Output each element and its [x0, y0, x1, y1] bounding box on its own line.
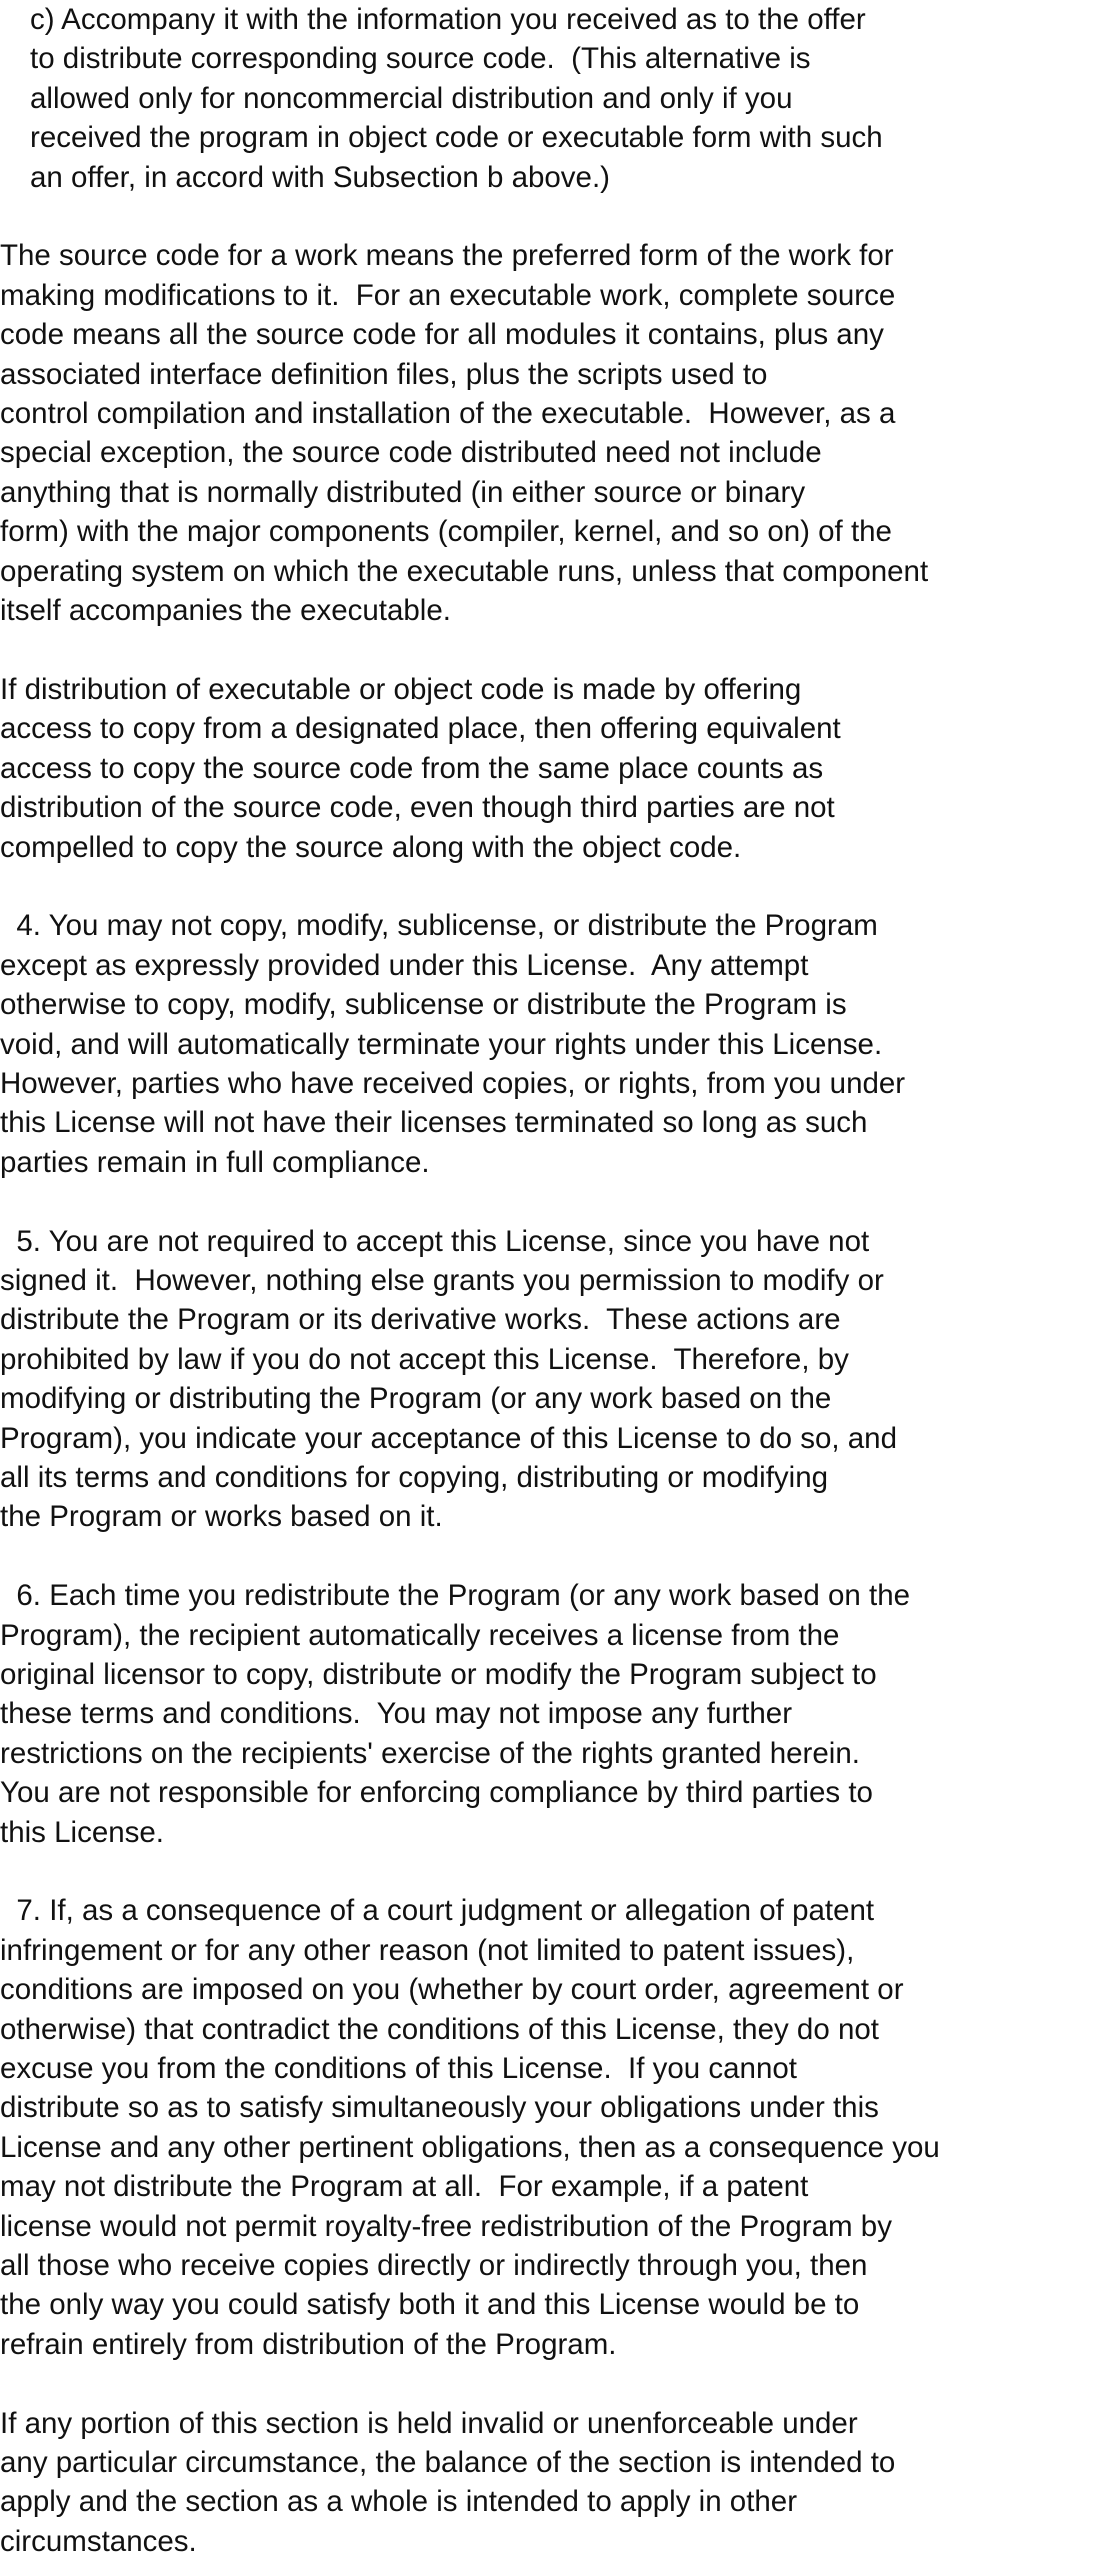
- text-line: license would not permit royalty-free redistribution of the Program by: [0, 2209, 892, 2243]
- text-line: access to copy from a designated place, then offering equivalent: [0, 712, 841, 746]
- text-line: 4. You may not copy, modify, sublicense, or distribute the Program: [0, 909, 878, 943]
- text-line: 7. If, as a consequence of a court judgment or allegation of patent: [0, 1894, 875, 1928]
- text-line: these terms and conditions. You may not impose any further: [0, 1697, 793, 1731]
- text-line: signed it. However, nothing else grants you permission to modify or: [0, 1263, 884, 1297]
- text-line: associated interface definition files, plus the scripts used to: [0, 357, 768, 391]
- paragraph-c: [0, 0, 1093, 197]
- text-line: otherwise) that contradict the conditions of this License, they do not: [0, 2012, 879, 2046]
- text-line: License and any other pertinent obligations, then as a consequence you: [0, 2130, 940, 2164]
- text-line: anything that is normally distributed (in either source or binary: [0, 475, 806, 509]
- paragraph-gap: [0, 197, 1093, 236]
- paragraph-invalid: [0, 2404, 1093, 2562]
- text-line: code means all the source code for all modules it contains, plus any: [0, 318, 884, 352]
- text-line: If distribution of executable or object code is made by offering: [0, 672, 802, 706]
- paragraph-gap: [0, 630, 1093, 669]
- text-line: infringement or for any other reason (not limited to patent issues),: [0, 1933, 855, 1967]
- paragraph-gap: [0, 1182, 1093, 1221]
- paragraph-gap: [0, 1852, 1093, 1891]
- section-6: [0, 1576, 1093, 1852]
- section-4: [0, 906, 1093, 1182]
- text-line: form) with the major components (compiler, kernel, and so on) of the: [0, 515, 892, 549]
- text-line: access to copy the source code from the same place counts as: [0, 751, 824, 785]
- text-line: special exception, the source code distributed need not include: [0, 436, 822, 470]
- text-line: any particular circumstance, the balance of the section is intended to: [0, 2446, 896, 2480]
- text-line: You are not responsible for enforcing compliance by third parties to: [0, 1776, 873, 1810]
- text-line: allowed only for noncommercial distribution and only if you: [30, 81, 793, 115]
- section-7: [0, 1891, 1093, 2364]
- section-5: [0, 1222, 1093, 1537]
- paragraph-gap: [0, 1537, 1093, 1576]
- text-line: the only way you could satisfy both it and this License would be to: [0, 2288, 860, 2322]
- text-line: itself accompanies the executable.: [0, 594, 451, 628]
- text-line: all those who receive copies directly or indirectly through you, then: [0, 2249, 868, 2283]
- text-line: apply and the section as a whole is intended to apply in other: [0, 2485, 798, 2519]
- text-line: 6. Each time you redistribute the Program (or any work based on the: [0, 1579, 911, 1613]
- text-line: distribution of the source code, even though third parties are not: [0, 791, 835, 825]
- text-line: distribute the Program or its derivative works. These actions are: [0, 1303, 841, 1337]
- text-line: operating system on which the executable runs, unless that component: [0, 554, 929, 588]
- text-line: control compilation and installation of the executable. However, as a: [0, 397, 896, 431]
- text-line: received the program in object code or executable form with such: [30, 121, 883, 155]
- paragraph-gap: [0, 867, 1093, 906]
- text-line: However, parties who have received copies, or rights, from you under: [0, 1066, 906, 1100]
- text-line: to distribute corresponding source code. (This alternative is: [30, 42, 811, 76]
- text-line: the Program or works based on it.: [0, 1500, 443, 1534]
- text-line: circumstances.: [0, 2524, 197, 2558]
- text-line: original licensor to copy, distribute or modify the Program subject to: [0, 1657, 877, 1691]
- paragraph-distribution: [0, 670, 1093, 867]
- text-line: making modifications to it. For an executable work, complete source: [0, 278, 896, 312]
- text-line: this License will not have their licenses terminated so long as such: [0, 1106, 868, 1140]
- text-line: refrain entirely from distribution of the Program.: [0, 2327, 617, 2361]
- text-line: The source code for a work means the preferred form of the work for: [0, 239, 894, 273]
- text-line: prohibited by law if you do not accept this License. Therefore, by: [0, 1342, 849, 1376]
- text-line: an offer, in accord with Subsection b above.): [30, 160, 610, 194]
- text-line: this License.: [0, 1815, 164, 1849]
- text-line: 5. You are not required to accept this License, since you have not: [0, 1224, 870, 1258]
- text-line: otherwise to copy, modify, sublicense or distribute the Program is: [0, 988, 847, 1022]
- text-line: distribute so as to satisfy simultaneously your obligations under this: [0, 2091, 879, 2125]
- paragraph-gap: [0, 2364, 1093, 2403]
- text-line: all its terms and conditions for copying, distributing or modifying: [0, 1460, 829, 1494]
- text-line: except as expressly provided under this License. Any attempt: [0, 948, 809, 982]
- text-line: Program), the recipient automatically receives a license from the: [0, 1618, 840, 1652]
- text-line: excuse you from the conditions of this License. If you cannot: [0, 2052, 797, 2086]
- text-line: c) Accompany it with the information you received as to the offer: [30, 3, 866, 36]
- text-line: conditions are imposed on you (whether by court order, agreement or: [0, 1973, 904, 2007]
- text-line: void, and will automatically terminate your rights under this License.: [0, 1027, 883, 1061]
- text-line: parties remain in full compliance.: [0, 1145, 430, 1179]
- text-line: may not distribute the Program at all. For example, if a patent: [0, 2170, 809, 2204]
- text-line: modifying or distributing the Program (or any work based on the: [0, 1382, 832, 1416]
- paragraph-source-code: [0, 236, 1093, 630]
- text-line: restrictions on the recipients' exercise of the rights granted herein.: [0, 1736, 860, 1770]
- text-line: If any portion of this section is held invalid or unenforceable under: [0, 2406, 858, 2440]
- text-line: compelled to copy the source along with the object code.: [0, 830, 742, 864]
- text-line: Program), you indicate your acceptance of this License to do so, and: [0, 1421, 897, 1455]
